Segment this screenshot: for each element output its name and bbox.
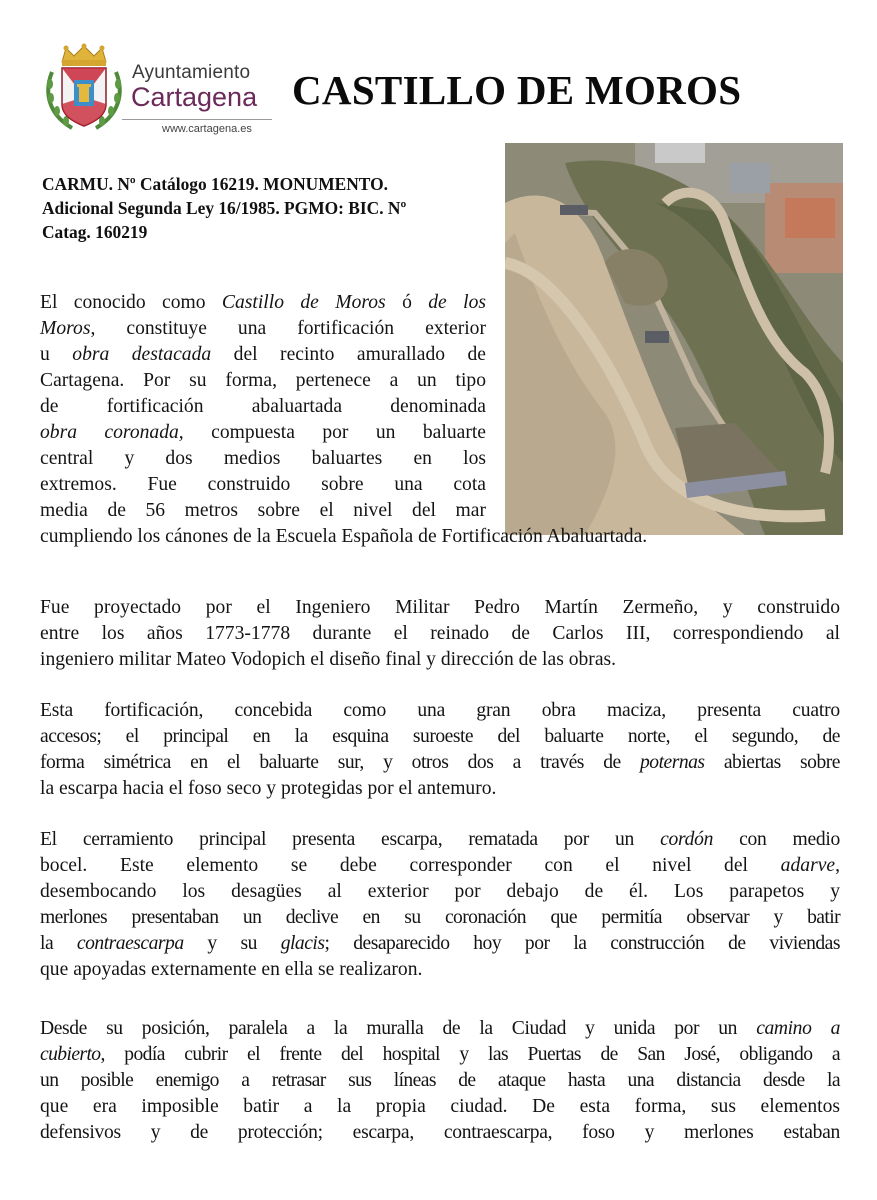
- text-line: que apoyadas externamente en ella se realizaron.: [40, 959, 423, 980]
- catalog-line: Adicional Segunda Ley 16/1985. PGMO: BIC. Nº: [42, 198, 407, 218]
- text-line: defensivos y de protección; escarpa, contraescarpa, foso y merlones estaban: [40, 1122, 840, 1143]
- ayuntamiento-logo: [42, 42, 282, 142]
- text-line: Fue proyectado por el Ingeniero Militar Pedro Martín Zermeño, y construido: [40, 597, 840, 618]
- logo-divider: [122, 119, 272, 120]
- text-line: Desde su posición, paralela a la muralla de la Ciudad y unida por un camino a: [40, 1018, 840, 1039]
- text-line: bocel. Este elemento se debe corresponder con el nivel del adarve,: [40, 855, 840, 876]
- paragraph-position: [40, 1016, 840, 1146]
- paragraph-history: [40, 595, 840, 673]
- text-line: media de 56 metros sobre el nivel del mar: [40, 500, 486, 521]
- text-line: Esta fortificación, concebida como una gran obra maciza, presenta cuatro: [40, 700, 840, 721]
- text-line: El cerramiento principal presenta escarpa, rematada por un cordón con medio: [40, 829, 841, 850]
- text-line: central y dos medios baluartes en los: [40, 448, 486, 469]
- text-line: forma simétrica en el baluarte sur, y otros dos a través de poternas abiertas sobre: [40, 752, 840, 773]
- catalog-line: Catag. 160219: [42, 222, 148, 242]
- catalog-info: [42, 172, 502, 244]
- text-line: ingeniero militar Mateo Vodopich el diseño final y dirección de las obras.: [40, 649, 617, 670]
- text-line: accesos; el principal en la esquina suroeste del baluarte norte, el segundo, de: [40, 726, 840, 747]
- text-line: un posible enemigo a retrasar sus líneas de ataque hasta una distancia desde la: [40, 1070, 840, 1091]
- aerial-photo-icon: [505, 143, 843, 535]
- text-line: cubierto, podía cubrir el frente del hospital y las Puertas de San José, obligando a: [40, 1044, 840, 1065]
- paragraph-intro: [40, 290, 648, 550]
- paragraph-accesses: [40, 698, 840, 802]
- text-line: merlones presentaban un declive en su coronación que permitía observar y batir: [40, 907, 840, 928]
- text-line: u obra destacada del recinto amurallado de: [40, 344, 486, 365]
- text-line: que era imposible batir a la propia ciudad. De esta forma, sus elementos: [40, 1096, 840, 1117]
- paragraph-enclosure: [40, 827, 840, 983]
- text-line: entre los años 1773-1778 durante el reinado de Carlos III, correspondiendo al: [40, 623, 840, 644]
- text-line: desembocando los desagües al exterior por debajo de él. Los parapetos y: [40, 881, 840, 902]
- logo-line1: Ayuntamiento: [132, 62, 251, 83]
- catalog-line: CARMU. Nº Catálogo 16219. MONUMENTO.: [42, 174, 388, 194]
- text-line: El conocido como Castillo de Moros ó de los: [40, 292, 486, 313]
- text-line: obra coronada, compuesta por un baluarte: [40, 422, 486, 443]
- text-line: la escarpa hacia el foso seco y protegidas por el antemuro.: [40, 778, 497, 799]
- text-line: de fortificación abaluartada denominada: [40, 396, 486, 417]
- text-line: extremos. Fue construido sobre una cota: [40, 474, 486, 495]
- text-line: Cartagena. Por su forma, pertenece a un tipo: [40, 370, 486, 391]
- page-title: CASTILLO DE MOROS: [292, 67, 742, 113]
- text-line: la contraescarpa y su glacis; desaparecido hoy por la construcción de viviendas: [40, 933, 840, 954]
- text-line: Moros, constituye una fortificación exterior: [40, 318, 486, 339]
- aerial-photo: [505, 143, 843, 535]
- logo-url: www.cartagena.es: [162, 123, 252, 135]
- logo-line2: Cartagena: [131, 82, 258, 112]
- text-line: cumpliendo los cánones de la Escuela Española de Fortificación Abaluartada.: [40, 526, 648, 547]
- coat-of-arms-icon: [42, 42, 126, 134]
